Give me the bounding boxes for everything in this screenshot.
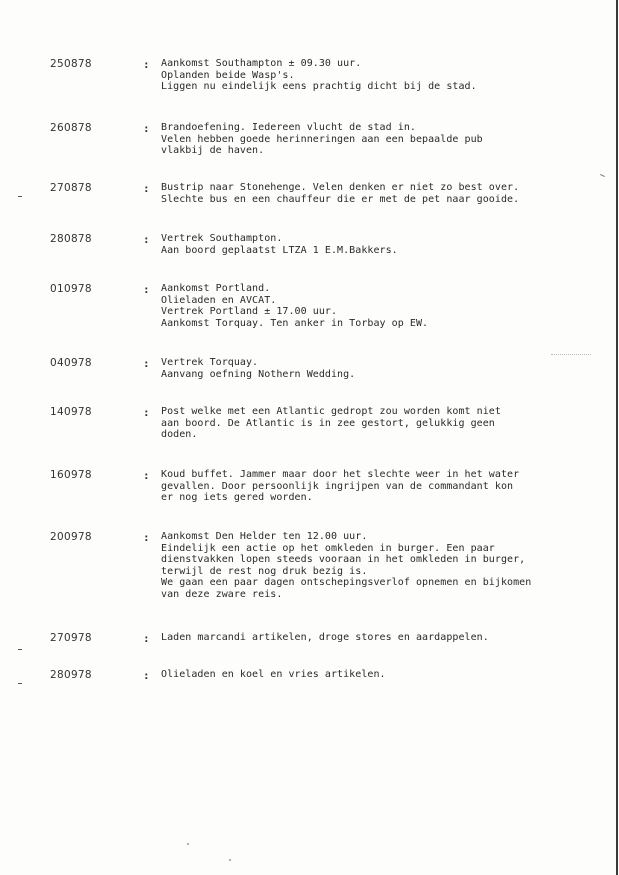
scan-artifact [187,843,189,845]
scan-artifact [551,354,591,356]
entry-date: 260878 [50,122,92,134]
margin-mark [18,649,22,650]
entry-text [161,122,601,157]
entry-date: 160978 [50,469,92,481]
entry-line: Koud buffet. Jammer maar door het slechte weer in het water [161,469,520,480]
entry-date: 140978 [50,406,92,418]
entry-line: Aanvang oefning Nothern Wedding. [161,368,356,380]
entry-separator: : [143,531,150,544]
entry-text [161,669,601,681]
entry-line: gevallen. Door persoonlijk ingrijpen van de commandant kon [161,480,514,492]
entry-line: Bustrip naar Stonehenge. Velen denken er niet zo best over. [161,182,520,193]
entry-line: Vertrek Portland ± 17.00 uur. [161,306,338,317]
entry-line: Laden marcandi artikelen, droge stores en aardappelen. [161,632,489,643]
margin-mark [18,196,22,197]
entry-line: terwijl de rest nog druk bezig is. [161,565,368,577]
entry-separator: : [143,669,150,682]
entry-date: 280978 [50,669,92,681]
entry-line: Slechte bus en een chauffeur die er met de pet naar gooide. [161,193,520,205]
entry-line: Aankomst Torquay. Ten anker in Torbay op EW. [161,317,429,329]
entry-line: Aankomst Southampton ± 09.30 uur. [161,58,362,69]
entry-text [161,469,601,504]
entry-line: van deze zware reis. [161,588,283,600]
entry-separator: : [143,233,150,246]
entry-line: Olieladen en koel en vries artikelen. [161,669,386,680]
entry-separator: : [143,122,150,135]
entry-separator: : [143,182,150,195]
entry-text [161,632,601,644]
entry-text [161,357,601,380]
entry-date: 040978 [50,357,92,369]
margin-mark [600,174,605,177]
entry-line: Post welke met een Atlantic gedropt zou worden komt niet [161,406,501,417]
entry-line: Aankomst Portland. [161,283,271,294]
entry-line: Velen hebben goede herinneringen aan een bepaalde pub [161,133,483,145]
page-edge [616,0,618,875]
entry-date: 200978 [50,531,92,543]
entry-date: 270878 [50,182,92,194]
entry-line: Vertrek Torquay. [161,357,259,368]
entry-line: er nog iets gered worden. [161,492,313,503]
entry-line: Vertrek Southampton. [161,233,283,244]
entry-date: 250878 [50,58,92,70]
entry-line: aan boord. De Atlantic is in zee gestort, gelukkig geen [161,417,495,429]
entry-line: We gaan een paar dagen ontschepingsverlof opnemen en bijkomen [161,577,532,588]
margin-mark [18,683,22,684]
scan-artifact [229,859,231,861]
entry-line: dienstvakken lopen steeds vooraan in het omkleden in burger, [161,554,526,565]
entry-separator: : [143,357,150,370]
entry-separator: : [143,58,150,71]
entry-text [161,283,601,329]
entry-text [161,58,601,93]
entry-date: 280878 [50,233,92,245]
entry-date: 010978 [50,283,92,295]
entry-separator: : [143,406,150,419]
entry-line: vlakbij de haven. [161,145,265,156]
entry-line: Oplanden beide Wasp's. [161,69,295,81]
entry-text [161,182,601,205]
entry-line: Aankomst Den Helder ten 12.00 uur. [161,531,368,542]
entry-separator: : [143,632,150,645]
entry-line: doden. [161,429,198,440]
entry-date: 270978 [50,632,92,644]
entry-line: Brandoefening. Iedereen vlucht de stad in. [161,122,416,133]
entry-separator: : [143,283,150,296]
entry-line: Olieladen en AVCAT. [161,294,277,306]
entry-line: Aan boord geplaatst LTZA 1 E.M.Bakkers. [161,244,398,256]
entry-text [161,406,601,441]
entry-line: Liggen nu eindelijk eens prachtig dicht bij de stad. [161,81,477,92]
entry-line: Eindelijk een actie op het omkleden in burger. Een paar [161,542,495,554]
entry-separator: : [143,469,150,482]
entry-text [161,531,601,600]
entry-text [161,233,601,256]
